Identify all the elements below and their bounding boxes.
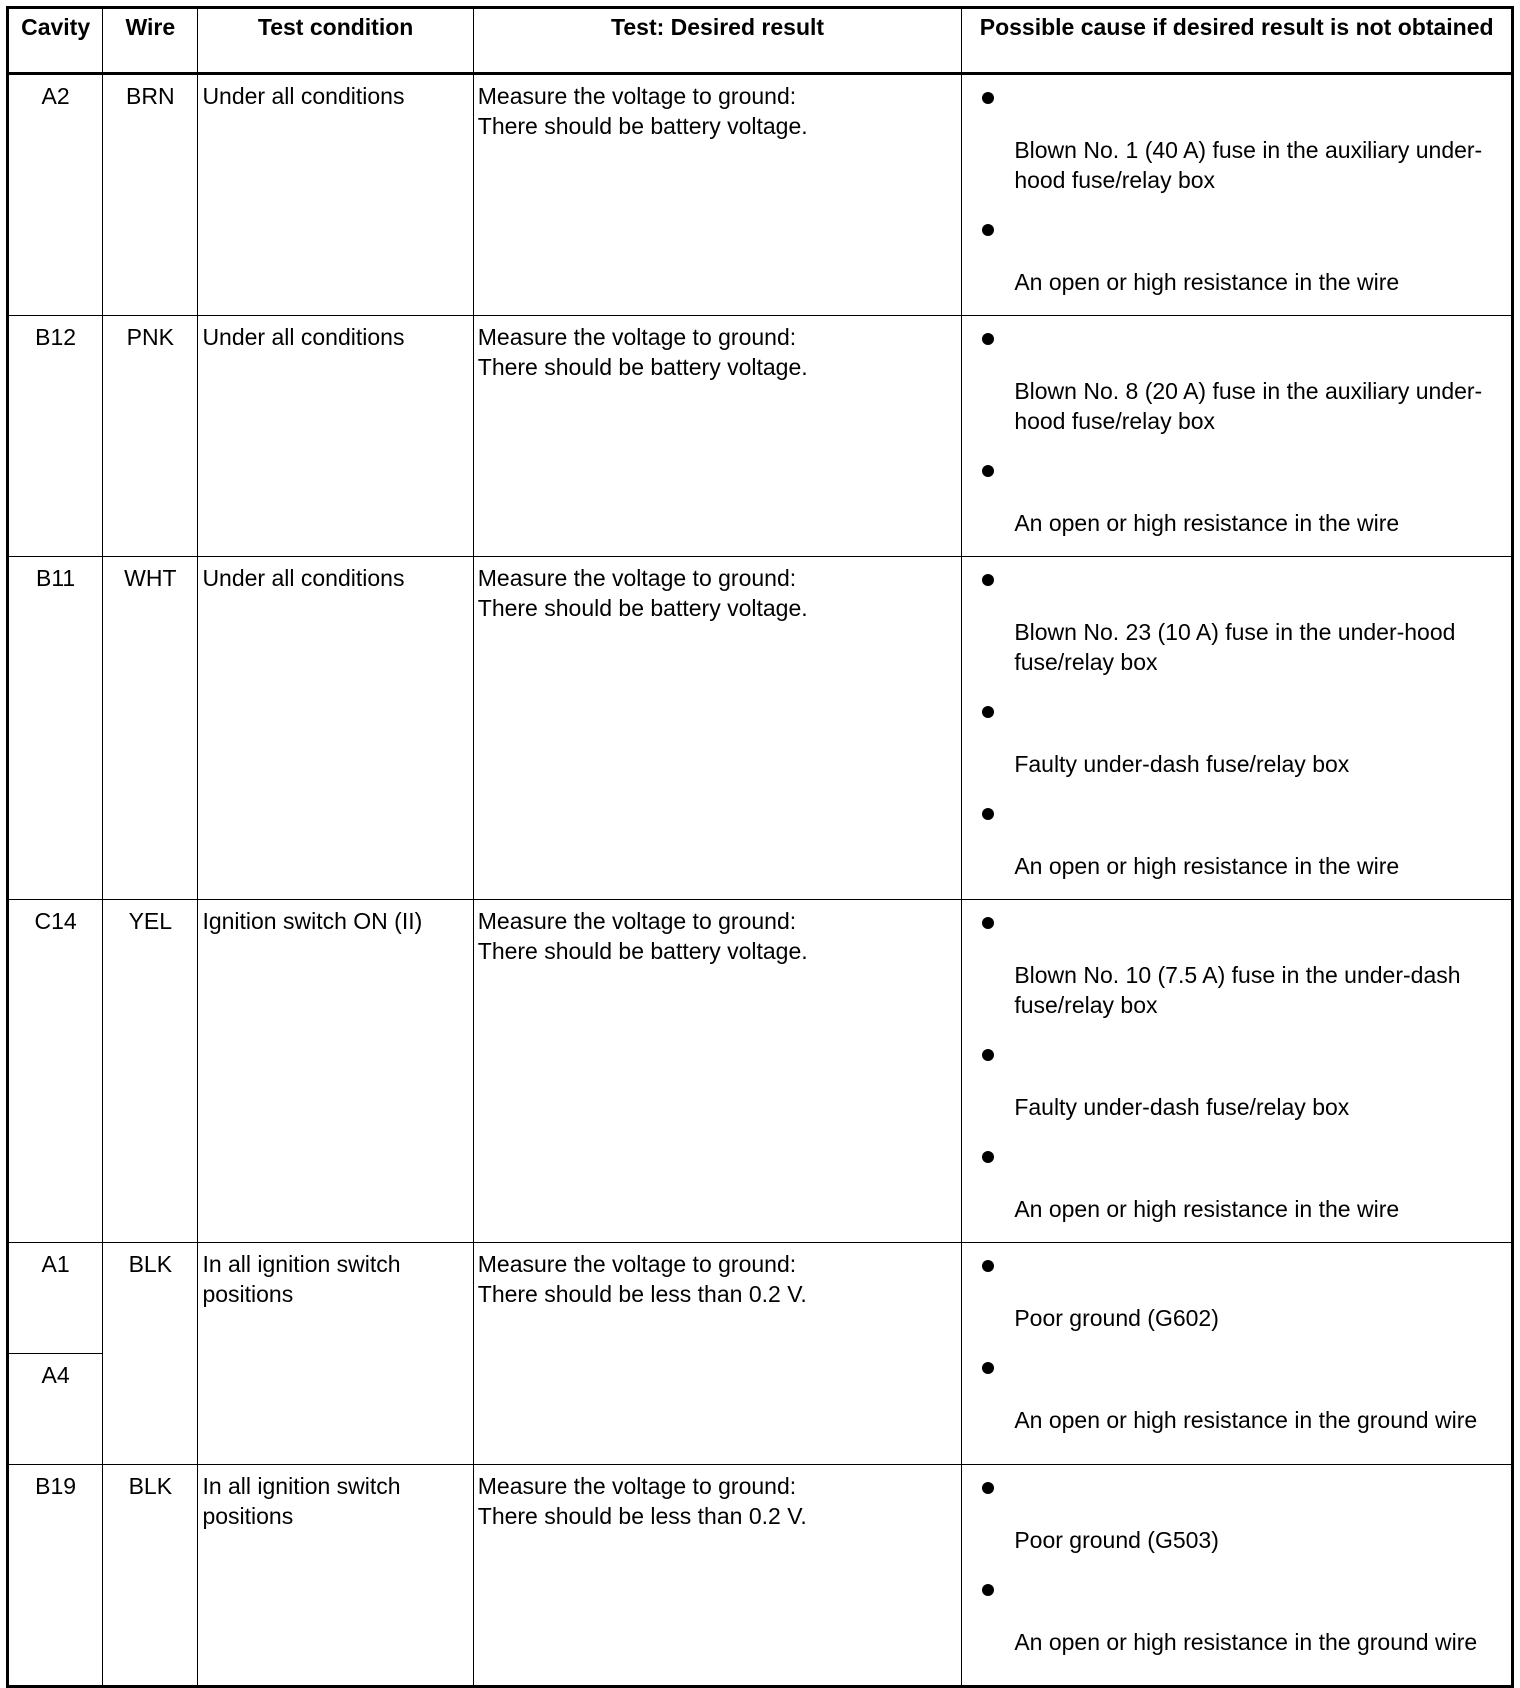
result-cell [473, 1465, 962, 1687]
bullet-icon [982, 574, 994, 586]
cause-text: Blown No. 10 (7.5 A) fuse in the under-dash fuse/relay box [1014, 962, 1461, 1018]
header-result: Test: Desired result [473, 8, 962, 74]
cause-text: Blown No. 8 (20 A) fuse in the auxiliary under-hood fuse/relay box [1014, 378, 1483, 434]
bullet-icon [982, 917, 994, 929]
cause-text: An open or high resistance in the wire [1014, 853, 1400, 879]
cause-item [982, 213, 1505, 297]
cause-item [982, 322, 1505, 436]
cause-item [982, 563, 1505, 677]
result-line: Measure the voltage to ground: [477, 83, 797, 109]
bullet-icon [982, 1260, 994, 1272]
cause-cell [962, 74, 1513, 316]
cause-cell [962, 1465, 1513, 1687]
cause-item [982, 1249, 1505, 1333]
header-condition: Test condition [198, 8, 473, 74]
bullet-icon [982, 1362, 994, 1374]
cause-text: Poor ground (G503) [1014, 1527, 1219, 1553]
cause-item [982, 81, 1505, 195]
bullet-icon [982, 1584, 994, 1596]
header-cavity: Cavity [8, 8, 103, 74]
cavity-cell: C14 [8, 900, 103, 1243]
result-cell [473, 1243, 962, 1465]
result-line: Measure the voltage to ground: [477, 1473, 797, 1499]
cause-item [982, 797, 1505, 881]
condition-cell: In all ignition switch positions [198, 1465, 473, 1687]
bullet-icon [982, 1482, 994, 1494]
wire-cell: BLK [103, 1243, 198, 1465]
condition-cell: Ignition switch ON (II) [198, 900, 473, 1243]
cavity-cell: A4 [8, 1354, 103, 1465]
bullet-icon [982, 1151, 994, 1163]
result-line: There should be less than 0.2 V. [477, 1503, 807, 1529]
result-line: There should be battery voltage. [477, 354, 808, 380]
result-line: Measure the voltage to ground: [477, 1251, 797, 1277]
bullet-icon [982, 808, 994, 820]
table-row [8, 316, 1513, 557]
result-line: Measure the voltage to ground: [477, 324, 797, 350]
bullet-icon [982, 333, 994, 345]
cavity-cell: A2 [8, 74, 103, 316]
result-line: Measure the voltage to ground: [477, 908, 797, 934]
cause-cell [962, 900, 1513, 1243]
condition-cell: Under all conditions [198, 316, 473, 557]
table-row [8, 74, 1513, 316]
bullet-icon [982, 224, 994, 236]
cause-text: An open or high resistance in the wire [1014, 269, 1400, 295]
result-line: There should be battery voltage. [477, 113, 808, 139]
cause-text: An open or high resistance in the wire [1014, 510, 1400, 536]
cause-text: Faulty under-dash fuse/relay box [1014, 1094, 1350, 1120]
result-cell [473, 900, 962, 1243]
result-line: There should be less than 0.2 V. [477, 1281, 807, 1307]
result-line: There should be battery voltage. [477, 595, 808, 621]
wire-cell: BLK [103, 1465, 198, 1687]
cause-text: An open or high resistance in the wire [1014, 1196, 1400, 1222]
cause-item [982, 1038, 1505, 1122]
result-cell [473, 316, 962, 557]
wire-cell: BRN [103, 74, 198, 316]
table-row [8, 900, 1513, 1243]
condition-cell: In all ignition switch positions [198, 1243, 473, 1465]
cause-item [982, 1140, 1505, 1224]
wire-cell: WHT [103, 557, 198, 900]
cause-item [982, 1471, 1505, 1555]
result-cell [473, 557, 962, 900]
test-table [6, 6, 1514, 1688]
table-row [8, 1465, 1513, 1687]
cavity-cell: B19 [8, 1465, 103, 1687]
table-row [8, 557, 1513, 900]
result-line: There should be battery voltage. [477, 938, 808, 964]
cavity-cell: B12 [8, 316, 103, 557]
cause-item [982, 454, 1505, 538]
cause-text: Blown No. 1 (40 A) fuse in the auxiliary under-hood fuse/relay box [1014, 137, 1483, 193]
bullet-icon [982, 465, 994, 477]
bullet-icon [982, 92, 994, 104]
cause-text: Blown No. 23 (10 A) fuse in the under-hood fuse/relay box [1014, 619, 1456, 675]
header-row [8, 8, 1513, 74]
cause-item [982, 1573, 1505, 1657]
wire-cell: YEL [103, 900, 198, 1243]
condition-cell: Under all conditions [198, 74, 473, 316]
cause-text: An open or high resistance in the ground wire [1014, 1407, 1478, 1433]
result-line: Measure the voltage to ground: [477, 565, 797, 591]
cavity-cell: A1 [8, 1243, 103, 1354]
cause-item [982, 906, 1505, 1020]
header-wire: Wire [103, 8, 198, 74]
cause-item [982, 1351, 1505, 1435]
cause-text: Poor ground (G602) [1014, 1305, 1219, 1331]
cause-text: An open or high resistance in the ground wire [1014, 1629, 1478, 1655]
bullet-icon [982, 706, 994, 718]
bullet-icon [982, 1049, 994, 1061]
cause-text: Faulty under-dash fuse/relay box [1014, 751, 1350, 777]
condition-cell: Under all conditions [198, 557, 473, 900]
result-cell [473, 74, 962, 316]
header-cause: Possible cause if desired result is not obtained [962, 8, 1513, 74]
cause-cell [962, 1243, 1513, 1465]
cause-cell [962, 316, 1513, 557]
cause-cell [962, 557, 1513, 900]
table-row [8, 1243, 1513, 1354]
wire-cell: PNK [103, 316, 198, 557]
cavity-cell: B11 [8, 557, 103, 900]
cause-item [982, 695, 1505, 779]
